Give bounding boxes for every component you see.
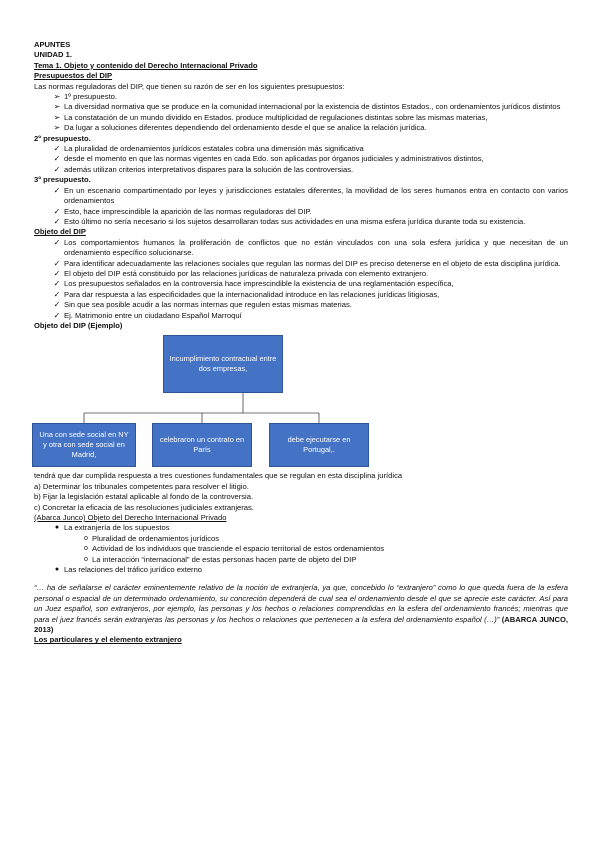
check-bullet-icon: ✓ — [53, 279, 61, 289]
list-item: ✓ desde el momento en que las normas vigentes en cada Edo. son aplicadas por órganos judiciales y administrativos distintos, — [34, 154, 568, 164]
check-bullet-icon: ✓ — [53, 216, 61, 226]
section-title-abarca: (Abarca Junco) Objeto del Derecho Internacional Privado — [34, 513, 227, 522]
intro-paragraph: Las normas reguladoras del DIP, que tienen su razón de ser en los siguientes presupuestos: — [34, 81, 345, 91]
diagram-followup: tendrá que dar cumplida respuesta a tres cuestiones fundamentales que se regulan en esta disciplina jurídica — [34, 471, 403, 481]
diagram-node-right: debe ejecutarse en Portugal,. — [269, 423, 369, 467]
check-bullet-icon: ✓ — [53, 258, 61, 268]
arrow-bullet-icon: ➢ — [53, 112, 61, 122]
section-title-objeto: Objeto del DIP — [34, 227, 86, 237]
list-item: ✓ Los comportamientos humanos la proliferación de conflictos que no están vinculados con una sola esfera jurídica y que necesitan de un ordenamiento específico solucionarse. — [34, 238, 568, 259]
presupuesto-3-title: 3º presupuesto. — [34, 175, 91, 185]
circle-bullet-icon: o — [84, 545, 88, 553]
list-item: ➢ La diversidad normativa que se produce en la comunidad internacional por la existencia de distintos Estados., con ordenamientos jurídicos distintos — [34, 102, 568, 112]
check-bullet-icon: ✓ — [53, 206, 61, 216]
list-item: ✓ Para identificar adecuadamente las relaciones sociales que regulan las normas del DIP es preciso detenerse en el objeto de esta disciplina jurídica. — [34, 259, 568, 269]
check-list-p3 — [34, 186, 568, 228]
check-bullet-icon: ✓ — [53, 144, 61, 154]
disc-bullet-icon: ● — [54, 566, 60, 574]
quote-citation: (ABARCA JUNCO, 2013) — [34, 614, 569, 635]
list-item: o La interacción “internacional” de estas personas hacen parte de objeto del DIP — [34, 555, 568, 565]
check-bullet-icon: ✓ — [53, 185, 61, 195]
document-page — [34, 40, 568, 646]
question-c: c) Concretar la eficacia de las resoluciones judiciales extranjeras. — [34, 502, 254, 512]
list-item: ✓ Sin que sea posible acudir a las normas internas que regulen estas mismas materias. — [34, 300, 568, 310]
section-title-particulares: Los particulares y el elemento extranjero — [34, 635, 182, 645]
presupuesto-2-title: 2º presupuesto. — [34, 133, 91, 143]
disc-bullet-icon: ● — [54, 524, 60, 532]
example-title: Objeto del DIP (Ejemplo) — [34, 320, 123, 330]
list-item: ✓ El objeto del DIP está constituido por las relaciones jurídicas de naturaleza privada con elemento extranjero. — [34, 269, 568, 279]
example-diagram — [34, 333, 568, 469]
quote-text: “… ha de señalarse el carácter eminentemente relativo de la noción de extranjería, ya que, concebido lo “extranjero” como lo que queda fuera de la esfera personal o espacial de un determinado ordenamiento, su concreción dependerá de cual sea el ordenamiento desde el que se aprecie este carácter. Así para un Juez español, son extranjeros, por ejemplo, las personas y los hechos o relaciones comprendidas en la esfera del ordenamiento francés; mientras que para el juez francés serán extranjeras las personas y los hechos o relaciones que pertenecen a la esfera del ordenamiento español (…)” — [34, 583, 568, 624]
list-item: ✓ La pluralidad de ordenamientos jurídicos estatales cobra una dimensión más significativa — [34, 144, 568, 154]
block-quote — [34, 583, 568, 635]
circle-bullet-icon: o — [84, 555, 88, 563]
question-a: a) Determinar los tribunales competentes para resolver el litigio. — [34, 481, 249, 491]
diagram-node-top: Incumplimiento contractual entre dos empresas, — [163, 335, 283, 393]
check-list-objeto — [34, 238, 568, 321]
diagram-node-middle: celebraron un contrato en París — [152, 423, 252, 467]
list-item: ✓ En un escenario compartimentado por leyes y jurisdicciones estatales diferentes, la movilidad de los seres humanos entra en contacto con varios ordenamientos — [34, 186, 568, 207]
arrow-bullet-icon: ➢ — [53, 92, 61, 102]
section-title-presupuestos: Presupuestos del DIP — [34, 71, 113, 81]
check-bullet-icon: ✓ — [53, 310, 61, 320]
circle-bullet-icon: o — [84, 534, 88, 542]
list-item: o Actividad de los individuos que trasciende el espacio territorial de estos ordenamientos — [34, 544, 568, 554]
check-bullet-icon: ✓ — [53, 237, 61, 247]
check-bullet-icon: ✓ — [53, 164, 61, 174]
unit-label: UNIDAD 1. — [34, 50, 72, 60]
topic-title: Tema 1. Objeto y contenido del Derecho Internacional Privado — [34, 60, 258, 70]
list-item: ✓ Los presupuestos señalados en la controversia hace imprescindible la existencia de una reglamentación específica, — [34, 279, 568, 289]
list-item: o Pluralidad de ordenamientos jurídicos — [34, 534, 568, 544]
list-item: ✓ Esto, hace imprescindible la aparición de las normas reguladoras del DIP. — [34, 207, 568, 217]
doc-label: APUNTES — [34, 40, 71, 49]
arrow-bullet-icon: ➢ — [53, 123, 61, 133]
list-item: ✓ Ej. Matrimonio entre un ciudadano Español Marroquí — [34, 311, 568, 321]
check-bullet-icon: ✓ — [53, 154, 61, 164]
list-item: ✓ Esto último no sería necesario si los sujetos desarrollaran todas sus actividades en una misma esfera jurídica durante toda su existencia. — [34, 217, 568, 227]
list-item: ➢ La constatación de un mundo dividido en Estados. produce multiplicidad de regulaciones distintas sobre las mismas materias, — [34, 113, 568, 123]
question-b: b) Fijar la legislación estatal aplicable al fondo de la controversia. — [34, 492, 254, 502]
arrow-bullet-icon: ➢ — [53, 102, 61, 112]
list-item: ➢ Da lugar a soluciones diferentes dependiendo del ordenamiento desde el que se analice la relación jurídica. — [34, 123, 568, 133]
list-item: ➢ 1º presupuesto. — [34, 92, 568, 102]
check-bullet-icon: ✓ — [53, 289, 61, 299]
list-item: ✓ Para dar respuesta a las especificidades que la internacionalidad introduce en las relaciones jurídicas litigiosas, — [34, 290, 568, 300]
list-item: ✓ además utilizan criterios interpretativos dispares para la solución de las controversias. — [34, 165, 568, 175]
check-bullet-icon: ✓ — [53, 268, 61, 278]
list-item: ● Las relaciones del tráfico jurídico externo — [34, 565, 568, 575]
check-list-p2 — [34, 144, 568, 175]
list-item: ● La extranjería de los supuestos — [34, 523, 568, 533]
diagram-node-left: Una con sede social en NY y otra con sede social en Madrid, — [32, 423, 136, 467]
check-bullet-icon: ✓ — [53, 300, 61, 310]
arrow-list — [34, 92, 568, 134]
